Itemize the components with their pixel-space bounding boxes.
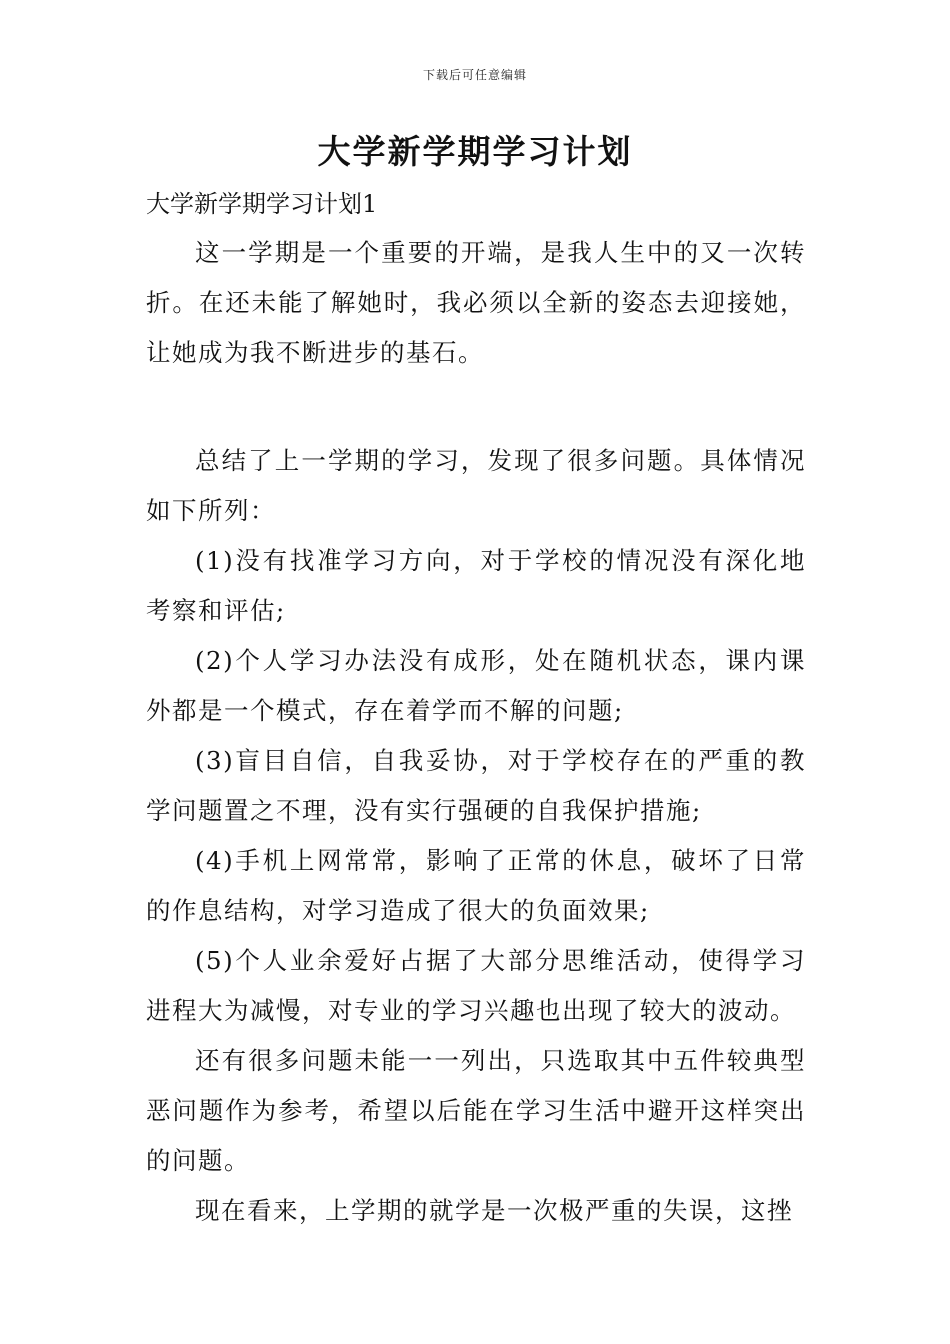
paragraph-item-3: (3)盲目自信，自我妥协，对于学校存在的严重的教学问题置之不理，没有实行强硬的自我保护措施; [146, 746, 806, 825]
paragraph-summary: 总结了上一学期的学习，发现了很多问题。具体情况如下所列： [146, 446, 806, 525]
paragraph-spacer [146, 378, 806, 436]
section-subtitle: 大学新学期学习计划1 [146, 190, 378, 218]
paragraph-item-1: (1)没有找准学习方向，对于学校的情况没有深化地考察和评估; [146, 546, 806, 625]
paragraph-conclusion: 现在看来，上学期的就学是一次极严重的失误，这挫 [195, 1196, 793, 1225]
paragraph-item-5: (5)个人业余爱好占据了大部分思维活动，使得学习进程大为减慢，对专业的学习兴趣也出现了较大的波动。 [146, 946, 806, 1025]
paragraph-intro: 这一学期是一个重要的开端，是我人生中的又一次转折。在还未能了解她时，我必须以全新的姿态去迎接她，让她成为我不断进步的基石。 [146, 238, 806, 367]
body-text [146, 228, 806, 1236]
paragraph-more-problems: 还有很多问题未能一一列出，只选取其中五件较典型恶问题作为参考，希望以后能在学习生活中避开这样突出的问题。 [146, 1046, 806, 1175]
paragraph-item-2: (2)个人学习办法没有成形，处在随机状态，课内课外都是一个模式，存在着学而不解的问题; [146, 646, 806, 725]
header-note: 下载后可任意编辑 [422, 68, 527, 82]
document-title: 大学新学期学习计划 [317, 132, 633, 171]
paragraph-item-4: (4)手机上网常常，影响了正常的休息，破坏了日常的作息结构，对学习造成了很大的负面效果; [146, 846, 806, 925]
